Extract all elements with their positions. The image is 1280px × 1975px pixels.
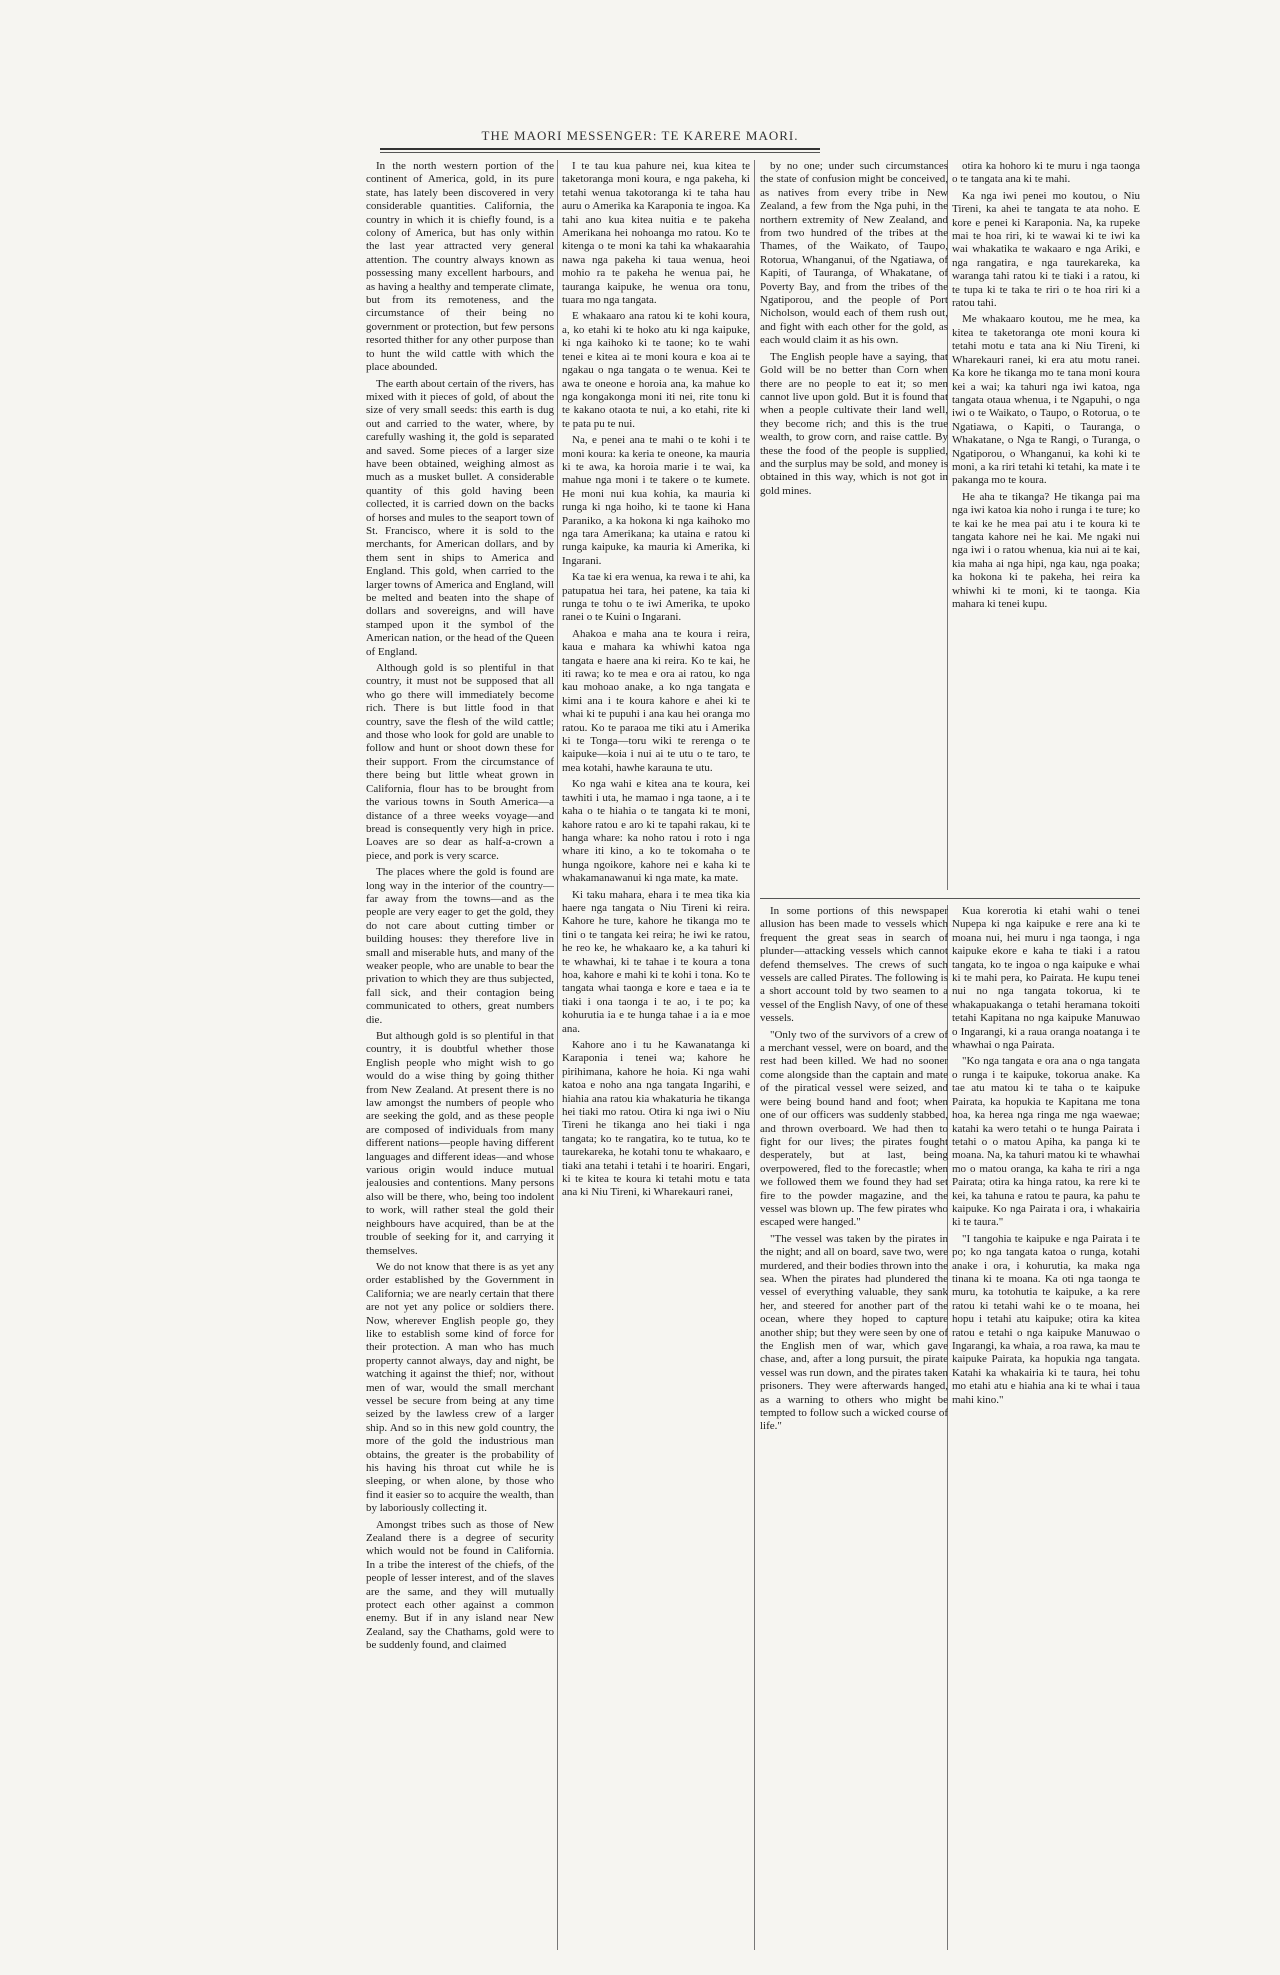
paragraph: But although gold is so plentiful in that country, it is doubtful whether those English people who might wish to go would do a wise thing by going thither from New Zealand. At present there is no law amongst the numbers of people who are seeking the gold, and as these people are composed of individuals from many different nations—people having different languages and different ideas—and whose various origin would induce mutual jealousies and contentions. Many persons also will be there, who, being too indolent to work, will rather steal the gold their neighbours have acquired, than be at the trouble of seeking for it, and carrying it themselves. xyxy=(366,1030,554,1257)
masthead-rule-thin xyxy=(380,152,820,153)
paragraph: "I tangohia te kaipuke e nga Pairata i te po; ko nga tangata katoa o runga, kotahi anake i ora, i kohurutia, ka maka nga tinana ki te moana. Ka oti nga taonga te muru, ka totohutia te kaipuke, a ka rere ratou ki tetahi wahi ke o te moana, hei hopu i tetahi atu kaipuke; otira ka kitea ratou e tetahi o nga kaipuke Manuwao o Ingarangi, ka whaia, a roa rawa, ka mau te kaipuke Pairata, ka hopukia nga tangata. Katahi ka whakairia ki te taura, hei tohu mo etahi atu e hiahia ana ki te whai i taua mahi kino." xyxy=(952,1232,1140,1406)
paragraph: The English people have a saying, that Gold will be no better than Corn when there are no people to eat it; so men cannot live upon gold. But it is found that when a people cultivate their land well, they become rich; and this is the true wealth, to grow corn, and raise cattle. By these the food of the people is supplied, and the surplus may be sold, and money is obtained in this way, which is not got in gold mines. xyxy=(760,350,948,497)
paragraph: E whakaaro ana ratou ki te kohi koura, a, ko etahi ki te hoko atu ki nga kaipuke, ki nga kaihoko ki te taone; ko te wahi tenei e kitea ai te moni koura e koa ai te ngakau o nga tangata o te wenua. Kei te awa te oneone e horoia ana, ka mahue ko nga kongakonga moni iti nei, rite tonu ki te kakano otaota te nui, a ko etahi, rite ki te pata pu te nui. xyxy=(562,310,750,430)
column-english-continued xyxy=(760,160,948,890)
column-divider xyxy=(754,160,755,1950)
paragraph: by no one; under such circumstances the state of confusion might be conceived, as natives from every tribe in New Zealand, a few from the Nga puhi, in the northern extremity of New Zealand, and from two hundred of the tribes at the Thames, of the Waikato, of Taupo, Rotorua, Whanganui, of the Ngatiawa, of Kapiti, of Tauranga, of Whakatane, of Poverty Bay, and from the tribes of the Ngatiporou, and the people of Port Nicholson, would each of them rush out, and fight with each other for the gold, as each would claim it as his own. xyxy=(760,160,948,347)
paragraph: The earth about certain of the rivers, has mixed with it pieces of gold, of about the size of very small seeds: this earth is dug out and carried to the water, where, by carefully washing it, the gold is separated and saved. Some pieces of a larger size have been obtained, weighing almost as much as a musket bullet. A considerable quantity of this gold having been collected, it is carried down on the backs of horses and mules to the seaport town of St. Francisco, where it is sold to the merchants, for American dollars, and by them sent in ships to America and England. This gold, when carried to the larger towns of America and England, will be melted and beaten into the shape of dollars and sovereigns, and will have stamped upon it the symbol of the American nation, or the head of the Queen of England. xyxy=(366,377,554,658)
paragraph: The places where the gold is found are long way in the interior of the country—far away from the towns—and as the people are very eager to get the gold, they do not care about cutting timber or building houses: they therefore live in small and miserable huts, and many of the weaker people, who are unable to bear the privation to which they are thus subjected, fall sick, and their contagion being communicated to others, great numbers die. xyxy=(366,866,554,1026)
column-maori-continued xyxy=(952,160,1140,890)
paragraph: He aha te tikanga? He tikanga pai ma nga iwi katoa kia noho i runga i te ture; ko te kai ke he mea pai atu i te koura ki te tangata kahore nei he kai. Me ngaki nui nga iwi i o ratou whenua, kia nui ai te kai, kia maha ai nga hipi, nga kau, nga poaka; ka hokona ki te pakeha, hei reira ka whiwhi ki te moni, ki te taonga. Kia mahara ki tenei kupu. xyxy=(952,490,1140,610)
masthead: THE MAORI MESSENGER: TE KARERE MAORI. xyxy=(481,128,799,143)
masthead-rule xyxy=(380,148,820,150)
paragraph: Although gold is so plentiful in that country, it must not be supposed that all who go there will immediately become rich. There is but little food in that country, save the flesh of the wild cattle; and those who look for gold are unable to follow and hunt or shoot down these for their support. From the circumstance of there being but little wheat grown in California, flour has to be brought from the various towns in South America—a distance of a three weeks voyage—and bread is consequently very high in price. Loaves are so dear as half-a-crown a piece, and pork is very scarce. xyxy=(366,662,554,862)
paragraph: otira ka hohoro ki te muru i nga taonga o te tangata ana ki te mahi. xyxy=(952,160,1140,186)
column-maori-pirates xyxy=(952,905,1140,1950)
paragraph: We do not know that there is as yet any order established by the Government in California; we are nearly certain that there are not yet any police or soldiers there. Now, wherever English people go, they like to establish some kind of force for their protection. A man who has much property cannot always, day and night, be watching it against the thief; nor, without men of war, would the small merchant vessel be secure from being at any time seized by the lawless crew of a larger ship. And so in this new gold country, the more of the gold the industrious man obtains, the greater is the probability of his having his throat cut while he is sleeping, or when alone, by those who find it easier so to acquire the wealth, than by laboriously collecting it. xyxy=(366,1260,554,1515)
paragraph: Ko nga wahi e kitea ana te koura, kei tawhiti i uta, he mamao i nga taone, a i te kaha o te hiahia o te tangata ki te moni, kahore ratou e aro ki te tapahi rakau, ki te hanga whare: ka noho ratou i roto i nga whare iti kino, a ko te tokomaha o te hunga ngoikore, kahore nei e kaha ki te whakamanawanui ki nga mate, ka mate. xyxy=(562,778,750,885)
paragraph: Ka tae ki era wenua, ka rewa i te ahi, ka patupatua hei tara, hei patene, ka taia ki runga te tohu o te iwi Amerika, te upoko ranei o te Kuini o Ingarani. xyxy=(562,571,750,624)
paragraph: Amongst tribes such as those of New Zealand there is a degree of security which would not be found in California. In a tribe the interest of the chiefs, of the people of lesser interest, and of the slaves are the same, and they will mutually protect each other against a common enemy. But if in any island near New Zealand, say the Chathams, gold were to be suddenly found, and claimed xyxy=(366,1518,554,1652)
paragraph: In the north western portion of the continent of America, gold, in its pure state, has lately been discovered in very considerable quantities. California, the country in which it is chiefly found, is a colony of America, but has only within the last year attracted very general attention. The country always known as possessing many excellent harbours, and as having a healthy and temperate climate, but from its remoteness, and the circumstance of their being no government or protection, but few persons resorted thither for any other purpose than to hunt the wild cattle with which the place abounded. xyxy=(366,160,554,374)
paragraph: Na, e penei ana te mahi o te kohi i te moni koura: ka keria te oneone, ka mauria ki te awa, ka horoia marie i te wai, ka mahue nga moni i te takere o te kumete. He moni nui kua kohia, ka mauria ki runga ki nga hoiho, ki te taone ki Hana Paraniko, a ka hokona ki nga kaihoko mo nga tara Amerikana; ka utaina e ratou ki runga kaipuke, ka mauria ki Amerika, ki Ingarani. xyxy=(562,434,750,567)
column-maori-gold xyxy=(562,160,750,1950)
paragraph: In some portions of this newspaper allusion has been made to vessels which frequent the great seas in search of plunder—attacking vessels which cannot defend themselves. The crews of such vessels are called Pirates. The following is a short account told by two seamen to a vessel of the English Navy, of one of these vessels. xyxy=(760,905,948,1025)
article-divider xyxy=(760,898,1140,899)
paragraph: "Only two of the survivors of a crew of a merchant vessel, were on board, and the rest had been killed. We had no sooner come alongside than the captain and mate of the piratical vessel were seized, and were being bound hand and foot; when one of our officers was suddenly stabbed, and thrown overboard. We had then to fight for our lives; the pirates fought desperately, but at last, being overpowered, fled to the forecastle; when we followed them we found they had set fire to the powder magazine, and the vessel was blown up. The few pirates who escaped were hanged." xyxy=(760,1028,948,1229)
paragraph: Me whakaaro koutou, me he mea, ka kitea te taketoranga ote moni koura ki tetahi motu e tata ana ki Niu Tireni, ki Wharekauri ranei, ki era atu motu ranei. Ka kore he tikanga mo te tana moni koura kei a wai; ka tahuri nga iwi katoa, nga tangata otaua whenua, i te Ngapuhi, o nga iwi o te Waikato, o Taupo, o Rotorua, o te Ngatiawa, o Kapiti, o Tauranga, o Whakatane, o Nga te Rangi, o Turanga, o Ngatiporou, o Whanganui, ka kohi ki te moni, a ka riri tetahi ki tetahi, ka mate i te pakanga mo te koura. xyxy=(952,313,1140,487)
paragraph: Ahakoa e maha ana te koura i reira, kaua e mahara ka whiwhi katoa nga tangata e haere ana ki reira. Ko te kai, he iti rawa; ko te mea e ora ai ratou, ko nga kau mohoao anake, a ko nga tangata e kimi ana i te koura kahore e ahei ki te whai ki te pupuhi i ana kau hei oranga mo ratou. Ko te paraoa me tiki atu i Amerika ki te Tonga—toru wiki te rerenga o te kaipuke—koia i nui ai te utu o te taro, te mea kotahi, hawhe karauna te utu. xyxy=(562,627,750,774)
paragraph: I te tau kua pahure nei, kua kitea te taketoranga moni koura, e nga pakeha, ki tetahi wenua takotoranga ki te taha hau auru o Amerika ka Karaponia te ingoa. Ka tahi ano kua kitea nuitia e te pakeha Amerikana hei nohoanga mo ratou. Ko te kitenga o te moni ka tahi ka whakaarahia nawa nga pakeha ki taua wenua, heoi mohio ra te pakeha he wenua pai, he tauranga kaipuke, he wenua ora tonu, tuara mo nga tangata. xyxy=(562,160,750,307)
paragraph: Kahore ano i tu he Kawanatanga ki Karaponia i tenei wa; kahore he pirihimana, kahore he hoia. Ki nga wahi katoa e noho ana nga tangata Ingarihi, e hiahia ana ratou kia whakaturia he tikanga hei tiaki mo ratou. Otira ki nga iwi o Niu Tireni he tikanga ano hei tiaki i nga tangata; ko te rangatira, ko te tutua, ko te taurekareka, he kotahi tonu te whakaaro, e tiaki ana tetahi i tetahi i te hoariri. Engari, ki te kitea te koura ki tetahi motu e tata ana ki Niu Tireni, ki Wharekauri ranei, xyxy=(562,1039,750,1199)
column-english-pirates xyxy=(760,905,948,1950)
column-english-gold xyxy=(366,160,554,1950)
column-divider xyxy=(557,160,558,1950)
paragraph: Kua korerotia ki etahi wahi o tenei Nupepa ki nga kaipuke e rere ana ki te moana nui, hei muru i nga taonga, i nga kaipuke ekore e kaha te tiaki i a ratou tangata, ko te ingoa o nga kaipuke e whai ki te mahi pera, ko Pairata. He kupu tenei nui no nga tangata tokorua, ki te whakapuakanga o tetahi heramana tokoiti tetahi Kapitana no nga kaipuke Manuwao o Ingarangi, ki a raua oranga noatanga i te whawhai o nga Pairata. xyxy=(952,905,1140,1052)
paragraph: Ki taku mahara, ehara i te mea tika kia haere nga tangata o Niu Tireni ki reira. Kahore he ture, kahore he tikanga mo te tini o te tangata kei reira; he iwi ke ratou, he reo ke, he whakaaro ke, a ka tahuri ki te whawhai, ki te tahae i te koura a tona hoa, kahore e mahi ki te kohi i tona. Ko te tangata whai taonga e kore e taea e ia te tiaki i ona taonga i te ao, i te po; ka kohurutia ia e te hunga tahae i a ia e moe ana. xyxy=(562,888,750,1035)
paragraph: "The vessel was taken by the pirates in the night; and all on board, save two, were murdered, and their bodies thrown into the sea. When the pirates had plundered the vessel of everything valuable, they sank her, and steered for another part of the ocean, where they hoped to capture another ship; but they were seen by one of the English men of war, which gave chase, and, after a long pursuit, the pirate vessel was run down, and the pirates taken prisoners. They were afterwards hanged, as a warning to others who might be tempted to follow such a wicked course of life." xyxy=(760,1232,948,1433)
paragraph: Ka nga iwi penei mo koutou, o Niu Tireni, ka ahei te tangata te ata noho. E kore e penei ki Karaponia. Na, ka rupeke mai te hoa riri, ki te wawai ki te iwi ka wai whakatika te wakaaro e nga Ariki, e nga rangatira, e nga taurekareka, ka waranga tahi ratou ki te tiaki i a ratou, ki te tupa ki te taka te riri o te hoa riri ki a ratou tahi. xyxy=(952,189,1140,310)
paragraph: "Ko nga tangata e ora ana o nga tangata o runga i te kaipuke, tokorua anake. Ka tae atu matou ki te taha o te kaipuke Pairata, ka hopukia te Kapitana me tona hoa, ka herea nga ringa me nga waewae; katahi ka wero tetahi o te hunga Pairata i tetahi o o matou Apiha, ka panga ki te moana. Na, ka tahuri matou ki te whawhai mo o matou oranga, ka kaha te riri a nga Pairata; otira ka hinga ratou, ka rere ki te kei, ka tahuna e ratou te paura, ka pahu te kaipuke. Ko nga Pairata i ora, i whakairia ki te taura." xyxy=(952,1055,1140,1229)
